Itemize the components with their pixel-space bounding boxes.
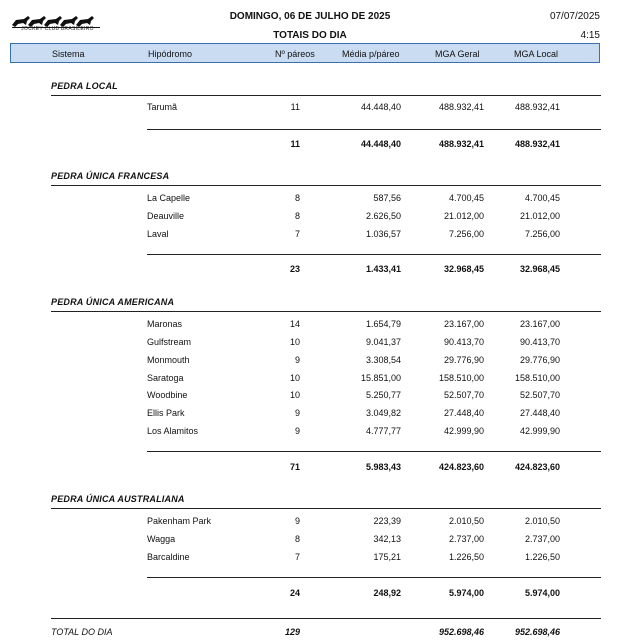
table-row [0,516,620,528]
cell-hipodromo: Woodbine [147,390,188,400]
subtotal-mga-local: 424.823,60 [514,462,560,472]
cell-hipodromo: Tarumã [147,102,178,112]
cell-n-pareos: 10 [289,390,300,400]
column-header-bar [10,43,600,63]
cell-media: 2.626,50 [365,211,401,221]
table-row [0,102,620,114]
subtotal-n-pareos: 71 [289,462,300,472]
cell-n-pareos: 7 [294,552,300,562]
section-title: PEDRA LOCAL [51,81,118,91]
cell-mga-local: 23.167,00 [519,319,560,329]
cell-n-pareos: 8 [294,534,300,544]
subtotal-row [0,139,620,151]
cell-mga-geral: 52.507,70 [443,390,484,400]
report-title: TOTAIS DO DIA [273,30,347,41]
cell-mga-local: 7.256,00 [524,229,560,239]
cell-mga-local: 21.012,00 [519,211,560,221]
subtotal-mga-local: 5.974,00 [524,588,560,598]
subtotal-n-pareos: 11 [290,139,300,149]
subtotal-mga-geral: 424.823,60 [438,462,484,472]
subtotal-media: 44.448,40 [360,139,401,149]
section-divider [51,508,601,509]
table-row [0,337,620,349]
cell-n-pareos: 14 [289,319,300,329]
subtotal-media: 1.433,41 [365,264,401,274]
cell-media: 1.036,57 [365,229,401,239]
cell-n-pareos: 9 [294,516,300,526]
table-row [0,193,620,205]
cell-hipodromo: Maronas [147,319,183,329]
table-row [0,211,620,223]
cell-mga-geral: 158.510,00 [438,373,484,383]
col-header-n-pareos: Nº páreos [275,49,315,59]
col-header-media: Média p/páreo [342,49,400,59]
cell-mga-geral: 2.010,50 [448,516,484,526]
table-row [0,319,620,331]
subtotal-n-pareos: 24 [289,588,300,598]
cell-mga-local: 27.448,40 [519,408,560,418]
print-time: 4:15 [580,30,600,41]
subtotal-mga-geral: 5.974,00 [448,588,484,598]
section-divider [51,95,601,96]
subtotal-divider [147,129,601,130]
subtotal-divider [147,254,601,255]
cell-mga-geral: 2.737,00 [448,534,484,544]
logo-caption: JOCKEY CLUB BRASILEIRO [21,26,94,32]
cell-mga-geral: 488.932,41 [438,102,484,112]
cell-media: 587,56 [373,193,401,203]
cell-mga-geral: 1.226,50 [448,552,484,562]
grand-total-mga-geral: 952.698,46 [438,627,484,637]
table-row [0,390,620,402]
cell-media: 44.448,40 [360,102,401,112]
cell-media: 3.049,82 [365,408,401,418]
cell-n-pareos: 11 [290,102,300,112]
cell-n-pareos: 9 [294,408,300,418]
col-header-sistema: Sistema [52,49,85,59]
grand-total-label: TOTAL DO DIA [51,627,113,637]
print-date: 07/07/2025 [549,11,600,22]
cell-media: 5.250,77 [365,390,401,400]
grand-total-mga-local: 952.698,46 [514,627,560,637]
cell-mga-local: 90.413,70 [519,337,560,347]
cell-media: 9.041,37 [365,337,401,347]
cell-hipodromo: Monmouth [147,355,190,365]
section-title: PEDRA ÚNICA AMERICANA [51,297,175,307]
cell-n-pareos: 8 [294,211,300,221]
table-row [0,534,620,546]
report-date-title: DOMINGO, 06 DE JULHO DE 2025 [229,11,391,22]
subtotal-n-pareos: 23 [289,264,300,274]
cell-hipodromo: Ellis Park [147,408,185,418]
subtotal-media: 248,92 [373,588,401,598]
table-row [0,355,620,367]
cell-media: 342,13 [373,534,401,544]
subtotal-divider [147,577,601,578]
subtotal-divider [147,451,601,452]
cell-mga-geral: 21.012,00 [443,211,484,221]
cell-mga-local: 158.510,00 [514,373,560,383]
cell-mga-local: 4.700,45 [524,193,560,203]
cell-n-pareos: 10 [289,337,300,347]
cell-mga-local: 2.010,50 [524,516,560,526]
cell-mga-geral: 42.999,90 [443,426,484,436]
cell-n-pareos: 9 [294,426,300,436]
table-row [0,552,620,564]
cell-n-pareos: 10 [289,373,300,383]
cell-media: 4.777,77 [365,426,401,436]
cell-hipodromo: Los Alamitos [147,426,199,436]
grand-total-row [0,627,620,639]
cell-hipodromo: Barcaldine [147,552,190,562]
cell-hipodromo: La Capelle [147,193,191,203]
subtotal-mga-local: 32.968,45 [519,264,560,274]
section-divider [51,311,601,312]
cell-mga-local: 42.999,90 [519,426,560,436]
col-header-mga-geral: MGA Geral [435,49,480,59]
cell-mga-local: 29.776,90 [519,355,560,365]
grand-total-divider [51,618,601,619]
table-row [0,373,620,385]
cell-n-pareos: 7 [294,229,300,239]
cell-mga-geral: 4.700,45 [448,193,484,203]
cell-mga-geral: 90.413,70 [443,337,484,347]
cell-mga-local: 488.932,41 [514,102,560,112]
subtotal-row [0,462,620,474]
cell-mga-local: 52.507,70 [519,390,560,400]
table-row [0,426,620,438]
subtotal-row [0,588,620,600]
col-header-hipodromo: Hipódromo [148,49,193,59]
cell-media: 223,39 [373,516,401,526]
cell-hipodromo: Pakenham Park [147,516,212,526]
grand-total-n-pareos: 129 [284,627,300,637]
cell-media: 175,21 [373,552,401,562]
subtotal-mga-geral: 488.932,41 [438,139,484,149]
subtotal-mga-local: 488.932,41 [514,139,560,149]
cell-hipodromo: Wagga [147,534,176,544]
cell-mga-geral: 7.256,00 [448,229,484,239]
cell-hipodromo: Laval [147,229,169,239]
subtotal-media: 5.983,43 [365,462,401,472]
subtotal-mga-geral: 32.968,45 [443,264,484,274]
section-title: PEDRA ÚNICA AUSTRALIANA [51,494,185,504]
cell-mga-local: 2.737,00 [524,534,560,544]
cell-media: 3.308,54 [365,355,401,365]
cell-mga-local: 1.226,50 [524,552,560,562]
table-row [0,229,620,241]
cell-mga-geral: 29.776,90 [443,355,484,365]
cell-hipodromo: Deauville [147,211,185,221]
cell-hipodromo: Saratoga [147,373,184,383]
cell-media: 1.654,79 [365,319,401,329]
cell-hipodromo: Gulfstream [147,337,192,347]
cell-n-pareos: 9 [294,355,300,365]
section-divider [51,185,601,186]
cell-n-pareos: 8 [294,193,300,203]
table-row [0,408,620,420]
subtotal-row [0,264,620,276]
cell-mga-geral: 27.448,40 [443,408,484,418]
cell-media: 15.851,00 [360,373,401,383]
col-header-mga-local: MGA Local [514,49,559,59]
section-title: PEDRA ÚNICA FRANCESA [51,171,170,181]
cell-mga-geral: 23.167,00 [443,319,484,329]
